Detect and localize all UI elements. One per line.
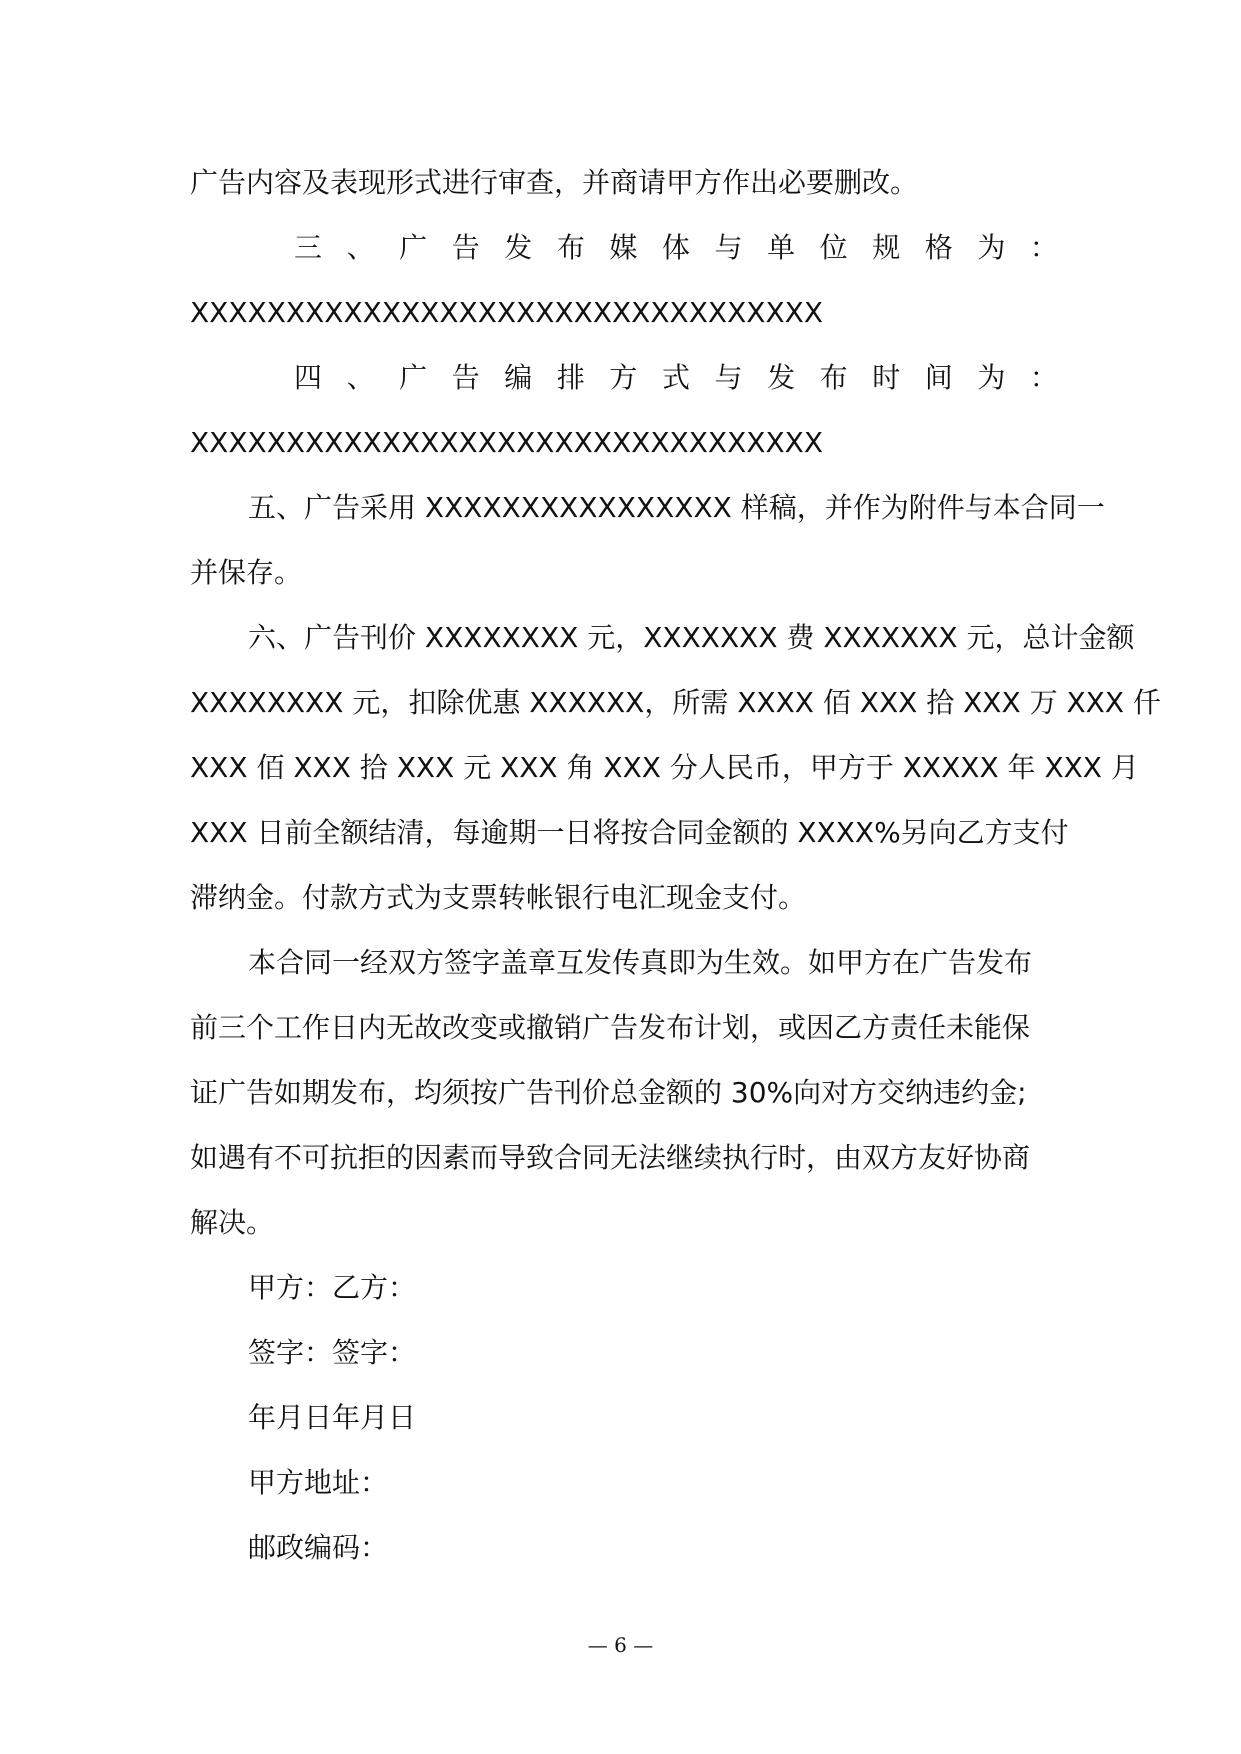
postal-code-label: 邮政编码： bbox=[248, 1531, 389, 1564]
heading-character: 为 bbox=[977, 231, 1006, 264]
heading-character: 体 bbox=[661, 231, 690, 264]
text-line: 五、广告采用 XXXXXXXXXXXXXXXX 样稿，并作为附件与本合同一 bbox=[248, 491, 1105, 524]
text-line: 并保存。 bbox=[190, 556, 303, 589]
section-heading-media bbox=[190, 215, 1058, 280]
text-line: 如遇有不可抗拒的因素而导致合同无法继续执行时，由双方友好协商 bbox=[190, 1141, 1031, 1174]
heading-character: 规 bbox=[872, 231, 901, 264]
text-line: XXXXXXXXXXXXXXXXXXXXXXXXXXXXXXXXX bbox=[190, 296, 823, 329]
heading-character: 广 bbox=[399, 231, 428, 264]
document-body bbox=[190, 150, 1161, 1580]
page-number: — 6 — bbox=[587, 1633, 654, 1657]
text-line: XXX 佰 XXX 拾 XXX 元 XXX 角 XXX 分人民币，甲方于 XXXXX 年 XXX 月 bbox=[190, 751, 1139, 784]
heading-character: 告 bbox=[451, 231, 480, 264]
heading-character: ： bbox=[1029, 231, 1058, 264]
party-labels: 甲方：乙方： bbox=[248, 1271, 417, 1304]
text-line: XXXXXXXXXXXXXXXXXXXXXXXXXXXXXXXXX bbox=[190, 426, 823, 459]
heading-character: 方 bbox=[609, 361, 638, 394]
heading-character: 式 bbox=[661, 361, 690, 394]
text-line: XXX 日前全额结清，每逾期一日将按合同金额的 XXXX%另向乙方支付 bbox=[190, 816, 1069, 849]
heading-character: 排 bbox=[556, 361, 585, 394]
text-line: 六、广告刊价 XXXXXXXX 元，XXXXXXX 费 XXXXXXX 元，总计金额 bbox=[248, 621, 1135, 654]
heading-character: 布 bbox=[556, 231, 585, 264]
heading-character: 与 bbox=[714, 231, 743, 264]
text-line: 证广告如期发布，均须按广告刊价总金额的 30%向对方交纳违约金; bbox=[190, 1076, 1027, 1109]
heading-character: 三 bbox=[294, 231, 323, 264]
heading-character: 时 bbox=[872, 361, 901, 394]
heading-character: 媒 bbox=[609, 231, 638, 264]
text-line: 前三个工作日内无故改变或撤销广告发布计划，或因乙方责任未能保 bbox=[190, 1011, 1031, 1044]
heading-character: 编 bbox=[504, 361, 533, 394]
heading-character: 位 bbox=[819, 231, 848, 264]
heading-character: 发 bbox=[504, 231, 533, 264]
text-line: 滞纳金。付款方式为支票转帐银行电汇现金支付。 bbox=[190, 881, 807, 914]
section-heading-schedule bbox=[190, 345, 1058, 410]
text-line: 本合同一经双方签字盖章互发传真即为生效。如甲方在广告发布 bbox=[248, 946, 1033, 979]
heading-character: 单 bbox=[767, 231, 796, 264]
heading-character: 告 bbox=[451, 361, 480, 394]
heading-character: 四 bbox=[294, 361, 323, 394]
heading-character: 间 bbox=[924, 361, 953, 394]
heading-character: 广 bbox=[399, 361, 428, 394]
heading-character: ： bbox=[1029, 361, 1058, 394]
heading-character: 发 bbox=[767, 361, 796, 394]
date-labels: 年月日年月日 bbox=[248, 1401, 417, 1434]
heading-character: 、 bbox=[346, 231, 375, 264]
heading-character: 格 bbox=[924, 231, 953, 264]
text-line: XXXXXXXX 元，扣除优惠 XXXXXX，所需 XXXX 佰 XXX 拾 XXX 万 XXX 仟 bbox=[190, 686, 1161, 719]
heading-character: 、 bbox=[346, 361, 375, 394]
text-line: 解决。 bbox=[190, 1206, 275, 1239]
text-line: 广告内容及表现形式进行审查，并商请甲方作出必要删改。 bbox=[190, 166, 919, 199]
signature-labels: 签字：签字： bbox=[248, 1336, 417, 1369]
heading-character: 布 bbox=[819, 361, 848, 394]
heading-character: 为 bbox=[977, 361, 1006, 394]
heading-character: 与 bbox=[714, 361, 743, 394]
address-label: 甲方地址： bbox=[248, 1466, 389, 1499]
